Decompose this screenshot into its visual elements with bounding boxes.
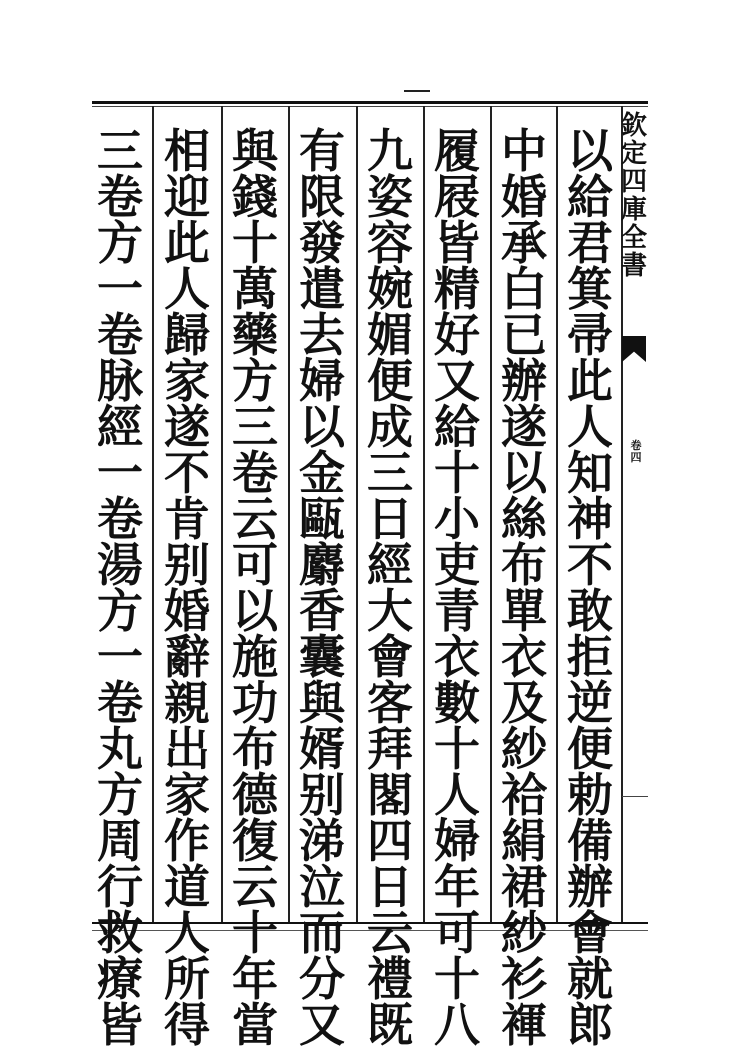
book-title-char: 庫 bbox=[621, 195, 648, 226]
text-char: 閣 bbox=[367, 768, 413, 822]
text-char: 發 bbox=[299, 216, 345, 270]
text-char: 布 bbox=[232, 722, 278, 776]
text-char: 拒 bbox=[567, 630, 613, 684]
text-column-2 bbox=[494, 124, 554, 1052]
top-mark bbox=[404, 90, 430, 92]
text-char: 袷 bbox=[501, 768, 547, 822]
text-char: 功 bbox=[232, 676, 278, 730]
text-char: 别 bbox=[164, 538, 210, 592]
text-char: 皆 bbox=[97, 998, 143, 1052]
text-char: 年 bbox=[232, 952, 278, 1006]
text-char: 經 bbox=[97, 400, 143, 454]
text-char: 行 bbox=[97, 860, 143, 914]
frame-top-inner-border bbox=[92, 106, 648, 107]
text-char: 婿 bbox=[299, 722, 345, 776]
text-char: 歸 bbox=[164, 308, 210, 362]
text-char: 姿 bbox=[367, 170, 413, 224]
book-title-char: 書 bbox=[621, 251, 648, 282]
text-char: 好 bbox=[434, 308, 480, 362]
text-char: 十 bbox=[232, 906, 278, 960]
text-char: 湯 bbox=[97, 538, 143, 592]
text-char: 一 bbox=[97, 630, 143, 684]
text-char: 此 bbox=[567, 354, 613, 408]
text-char: 救 bbox=[97, 906, 143, 960]
text-char: 遂 bbox=[501, 400, 547, 454]
text-char: 十 bbox=[434, 446, 480, 500]
text-char: 給 bbox=[434, 400, 480, 454]
text-char: 中 bbox=[501, 124, 547, 178]
column-rule bbox=[288, 106, 290, 922]
text-char: 德 bbox=[232, 768, 278, 822]
text-char: 家 bbox=[164, 354, 210, 408]
text-char: 年 bbox=[434, 860, 480, 914]
text-char: 青 bbox=[434, 584, 480, 638]
text-char: 四 bbox=[367, 814, 413, 868]
text-char: 褌 bbox=[501, 998, 547, 1052]
text-char: 又 bbox=[434, 354, 480, 408]
column-rule bbox=[221, 106, 223, 922]
text-column-8 bbox=[90, 124, 150, 1052]
text-char: 泣 bbox=[299, 860, 345, 914]
book-title-char: 定 bbox=[621, 139, 648, 170]
text-char: 以 bbox=[232, 584, 278, 638]
text-char: 香 bbox=[299, 584, 345, 638]
text-char: 脉 bbox=[97, 354, 143, 408]
text-char: 絹 bbox=[501, 814, 547, 868]
text-char: 婚 bbox=[501, 170, 547, 224]
text-char: 便 bbox=[367, 354, 413, 408]
column-rule bbox=[152, 106, 154, 922]
column-rule bbox=[490, 106, 492, 922]
text-char: 囊 bbox=[299, 630, 345, 684]
text-char: 療 bbox=[97, 952, 143, 1006]
text-char: 卷 bbox=[97, 170, 143, 224]
volume-label: 卷四 bbox=[630, 439, 642, 465]
text-char: 婦 bbox=[434, 814, 480, 868]
text-char: 箕 bbox=[567, 262, 613, 316]
text-char: 辦 bbox=[501, 354, 547, 408]
text-column-1 bbox=[560, 124, 620, 1052]
text-char: 得 bbox=[164, 998, 210, 1052]
text-char: 此 bbox=[164, 216, 210, 270]
text-char: 方 bbox=[232, 354, 278, 408]
text-char: 家 bbox=[164, 768, 210, 822]
text-char: 以 bbox=[567, 124, 613, 178]
text-char: 會 bbox=[567, 906, 613, 960]
text-char: 白 bbox=[501, 262, 547, 316]
text-char: 别 bbox=[299, 768, 345, 822]
text-char: 迎 bbox=[164, 170, 210, 224]
text-char: 已 bbox=[501, 308, 547, 362]
text-char: 當 bbox=[232, 998, 278, 1052]
text-char: 作 bbox=[164, 814, 210, 868]
text-char: 十 bbox=[232, 216, 278, 270]
book-title-char: 四 bbox=[621, 167, 648, 198]
text-char: 裙 bbox=[501, 860, 547, 914]
text-char: 小 bbox=[434, 492, 480, 546]
text-char: 云 bbox=[232, 860, 278, 914]
text-char: 皆 bbox=[434, 216, 480, 270]
text-char: 一 bbox=[97, 446, 143, 500]
text-char: 布 bbox=[501, 538, 547, 592]
text-char: 婦 bbox=[299, 354, 345, 408]
text-char: 禮 bbox=[367, 952, 413, 1006]
text-char: 人 bbox=[567, 400, 613, 454]
text-char: 遣 bbox=[299, 262, 345, 316]
text-char: 萬 bbox=[232, 262, 278, 316]
text-char: 君 bbox=[567, 216, 613, 270]
text-char: 去 bbox=[299, 308, 345, 362]
text-column-5 bbox=[292, 124, 352, 1052]
text-char: 人 bbox=[164, 262, 210, 316]
text-char: 所 bbox=[164, 952, 210, 1006]
text-char: 三 bbox=[232, 400, 278, 454]
text-char: 云 bbox=[232, 492, 278, 546]
text-char: 甌 bbox=[299, 492, 345, 546]
text-char: 逆 bbox=[567, 676, 613, 730]
text-char: 成 bbox=[367, 400, 413, 454]
column-rule bbox=[423, 106, 425, 922]
text-char: 丸 bbox=[97, 722, 143, 776]
text-char: 客 bbox=[367, 676, 413, 730]
text-char: 便 bbox=[567, 722, 613, 776]
text-char: 單 bbox=[501, 584, 547, 638]
text-char: 親 bbox=[164, 676, 210, 730]
text-char: 卷 bbox=[232, 446, 278, 500]
text-char: 絲 bbox=[501, 492, 547, 546]
text-char: 可 bbox=[434, 906, 480, 960]
text-column-7 bbox=[157, 124, 217, 1052]
text-char: 數 bbox=[434, 676, 480, 730]
text-char: 敢 bbox=[567, 584, 613, 638]
text-char: 承 bbox=[501, 216, 547, 270]
text-char: 方 bbox=[97, 584, 143, 638]
text-char: 施 bbox=[232, 630, 278, 684]
fishtail-mark bbox=[622, 336, 646, 362]
text-char: 大 bbox=[367, 584, 413, 638]
text-char: 神 bbox=[567, 492, 613, 546]
text-char: 日 bbox=[367, 860, 413, 914]
text-char: 錢 bbox=[232, 170, 278, 224]
text-char: 與 bbox=[299, 676, 345, 730]
margin-rule bbox=[622, 796, 648, 797]
text-char: 周 bbox=[97, 814, 143, 868]
text-char: 既 bbox=[367, 998, 413, 1052]
text-char: 復 bbox=[232, 814, 278, 868]
column-rule bbox=[356, 106, 358, 922]
text-char: 八 bbox=[434, 998, 480, 1052]
text-column-3 bbox=[427, 124, 487, 1052]
text-char: 婚 bbox=[164, 584, 210, 638]
text-char: 三 bbox=[367, 446, 413, 500]
text-char: 吏 bbox=[434, 538, 480, 592]
text-char: 麝 bbox=[299, 538, 345, 592]
text-char: 一 bbox=[97, 262, 143, 316]
text-char: 給 bbox=[567, 170, 613, 224]
column-rule bbox=[556, 106, 558, 922]
text-char: 郎 bbox=[567, 998, 613, 1052]
text-char: 精 bbox=[434, 262, 480, 316]
text-char: 及 bbox=[501, 676, 547, 730]
text-char: 知 bbox=[567, 446, 613, 500]
text-char: 方 bbox=[97, 216, 143, 270]
text-char: 紗 bbox=[501, 722, 547, 776]
text-char: 道 bbox=[164, 860, 210, 914]
text-char: 有 bbox=[299, 124, 345, 178]
text-char: 三 bbox=[97, 124, 143, 178]
text-char: 媚 bbox=[367, 308, 413, 362]
text-char: 衣 bbox=[501, 630, 547, 684]
text-char: 卷 bbox=[97, 492, 143, 546]
text-char: 卷 bbox=[97, 308, 143, 362]
book-title bbox=[622, 112, 646, 280]
text-char: 日 bbox=[367, 492, 413, 546]
text-char: 帚 bbox=[567, 308, 613, 362]
frame-top-border bbox=[92, 101, 648, 104]
text-char: 拜 bbox=[367, 722, 413, 776]
text-char: 而 bbox=[299, 906, 345, 960]
text-char: 不 bbox=[567, 538, 613, 592]
text-char: 衫 bbox=[501, 952, 547, 1006]
text-char: 又 bbox=[299, 998, 345, 1052]
text-char: 九 bbox=[367, 124, 413, 178]
text-column-4 bbox=[360, 124, 420, 1052]
text-char: 云 bbox=[367, 906, 413, 960]
text-char: 辭 bbox=[164, 630, 210, 684]
text-char: 涕 bbox=[299, 814, 345, 868]
text-char: 相 bbox=[164, 124, 210, 178]
text-char: 辦 bbox=[567, 860, 613, 914]
text-char: 以 bbox=[299, 400, 345, 454]
text-char: 以 bbox=[501, 446, 547, 500]
text-char: 勅 bbox=[567, 768, 613, 822]
text-char: 出 bbox=[164, 722, 210, 776]
text-char: 金 bbox=[299, 446, 345, 500]
text-char: 衣 bbox=[434, 630, 480, 684]
book-title-char: 欽 bbox=[621, 111, 648, 141]
text-char: 備 bbox=[567, 814, 613, 868]
text-char: 限 bbox=[299, 170, 345, 224]
text-char: 卷 bbox=[97, 676, 143, 730]
text-char: 十 bbox=[434, 952, 480, 1006]
text-char: 人 bbox=[164, 906, 210, 960]
text-char: 人 bbox=[434, 768, 480, 822]
text-char: 容 bbox=[367, 216, 413, 270]
text-char: 十 bbox=[434, 722, 480, 776]
text-char: 不 bbox=[164, 446, 210, 500]
text-char: 藥 bbox=[232, 308, 278, 362]
text-char: 分 bbox=[299, 952, 345, 1006]
text-char: 可 bbox=[232, 538, 278, 592]
text-char: 遂 bbox=[164, 400, 210, 454]
text-column-6 bbox=[225, 124, 285, 1052]
text-char: 婉 bbox=[367, 262, 413, 316]
text-char: 紗 bbox=[501, 906, 547, 960]
book-title-char: 全 bbox=[621, 223, 648, 254]
text-char: 與 bbox=[232, 124, 278, 178]
text-char: 肯 bbox=[164, 492, 210, 546]
text-char: 履 bbox=[434, 124, 480, 178]
text-char: 屐 bbox=[434, 170, 480, 224]
text-char: 會 bbox=[367, 630, 413, 684]
text-char: 就 bbox=[567, 952, 613, 1006]
text-char: 方 bbox=[97, 768, 143, 822]
text-char: 經 bbox=[367, 538, 413, 592]
